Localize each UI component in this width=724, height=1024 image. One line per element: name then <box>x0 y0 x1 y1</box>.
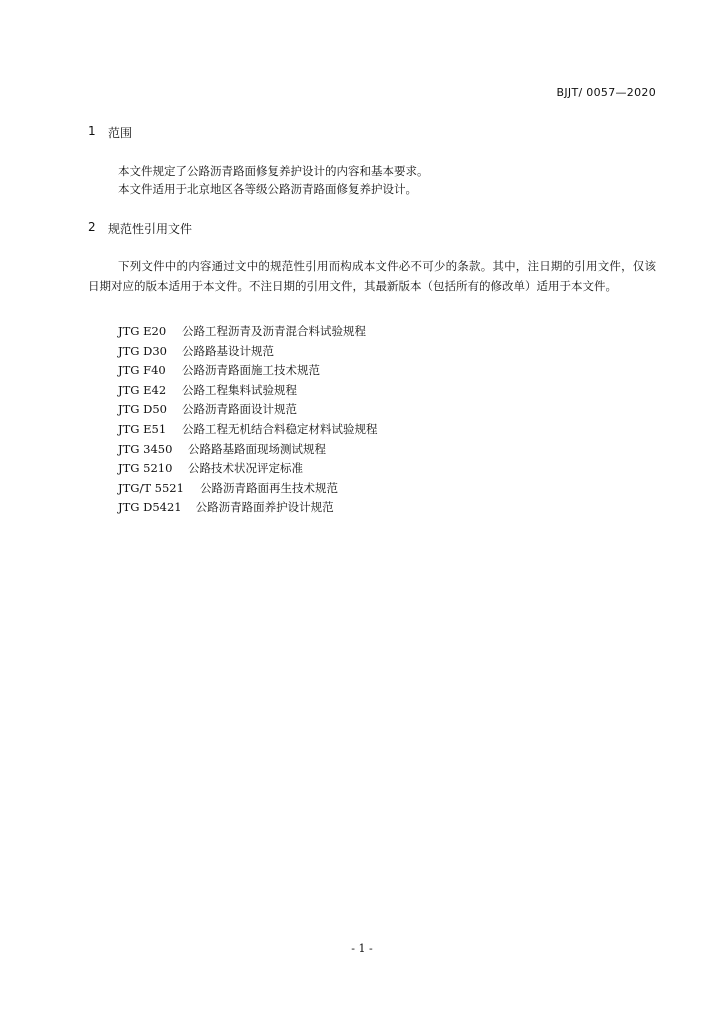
reference-code: JTG D5421 <box>118 500 182 515</box>
section-1-paragraph-1: 本文件规定了公路沥青路面修复养护设计的内容和基本要求。 <box>118 164 429 178</box>
reference-title: 公路沥青路面设计规范 <box>182 402 297 417</box>
reference-title: 公路路基设计规范 <box>182 343 274 358</box>
reference-item <box>118 440 378 460</box>
reference-code: JTG E20 <box>118 324 167 338</box>
reference-item <box>118 498 378 518</box>
reference-title: 公路沥青路面施工技术规范 <box>182 363 320 378</box>
reference-item <box>118 459 378 479</box>
reference-item <box>118 361 378 381</box>
normative-references-list <box>118 322 378 518</box>
reference-item <box>118 342 378 362</box>
page-number: - 1 - <box>351 942 373 955</box>
reference-code: JTG/T 5521 <box>118 480 184 495</box>
section-1-heading <box>88 124 132 141</box>
reference-title: 公路路基路面现场测试规程 <box>188 441 326 456</box>
reference-title: 公路沥青路面再生技术规范 <box>200 480 338 495</box>
reference-item <box>118 400 378 420</box>
section-1-paragraph-2: 本文件适用于北京地区各等级公路沥青路面修复养护设计。 <box>118 182 417 196</box>
reference-title: 公路工程集料试验规程 <box>182 382 297 397</box>
header-standard-code: BJJT/ 0057—2020 <box>556 86 656 99</box>
reference-code: JTG F40 <box>118 363 166 378</box>
reference-code: JTG D30 <box>118 343 167 358</box>
reference-title: 公路工程沥青及沥青混合料试验规程 <box>182 324 366 338</box>
section-1-number: 1 <box>88 124 96 138</box>
reference-title: 公路技术状况评定标准 <box>188 461 303 476</box>
section-2-number: 2 <box>88 220 96 234</box>
reference-code: JTG E42 <box>118 382 167 397</box>
section-1-title: 范围 <box>108 126 133 140</box>
reference-title: 公路工程无机结合料稳定材料试验规程 <box>182 421 378 436</box>
reference-code: JTG 3450 <box>118 441 173 456</box>
reference-item <box>118 381 378 401</box>
section-2-title: 规范性引用文件 <box>108 222 193 236</box>
reference-title: 公路沥青路面养护设计规范 <box>195 500 334 515</box>
reference-item <box>118 420 378 440</box>
reference-item <box>118 479 378 499</box>
reference-code: JTG D50 <box>118 402 167 417</box>
reference-code: JTG E51 <box>118 421 167 436</box>
reference-code: JTG 5210 <box>118 461 173 476</box>
section-2-intro-paragraph: 下列文件中的内容通过文中的规范性引用而构成本文件必不可少的条款。其中，注日期的引用文件，仅该日期对应的版本适用于本文件。不注日期的引用文件，其最新版本（包括所有的修改单）适用于本文件。 <box>88 259 656 293</box>
section-2-heading <box>88 220 192 237</box>
reference-item <box>118 322 378 342</box>
